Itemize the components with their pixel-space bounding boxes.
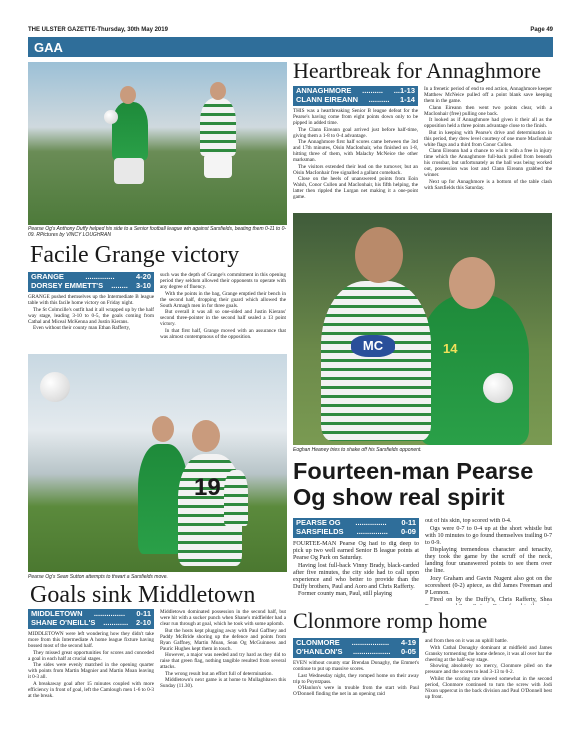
score-row: DORSEY EMMETT'S ........ 3-10 — [31, 280, 151, 290]
score-row: MIDDLETOWN ............... 0-11 — [31, 609, 151, 618]
score-row: ANNAGHMORE .......... ...1-13 — [296, 86, 415, 95]
player-figure — [200, 98, 236, 156]
clonmore-headline: Clonmore romp home — [293, 608, 488, 633]
score-row: O'HANLON'S .................. 0-05 — [296, 646, 416, 656]
score-row: SHANE O'NEILL'S ............ 2-10 — [31, 617, 151, 627]
player-head — [355, 227, 403, 283]
football — [40, 372, 70, 402]
middletown-column-2: Middletown dominated possession in the second half, but were hit with a sucker punch when Shane's midfielder had a clear run through at goal, which he took with some aplomb. But the hosts kept plugging away with Paul Gaffney and Paddy McBride shoring up the defence and points from Ryan Gaffney, Martin Moan, Sean Og McGuinness and Pauric Hughes kept them in touch. However, a major was needed and try hard as they did to raise that green flag, nothing tangible resulted from several attacks. The wrong result but an effort full of determination. Middletown's next game is at home to Mullaghbawn this Sunday (11.30). — [160, 609, 286, 689]
annaghmore-column-2: In a frenetic period of end to end action, Annaghmore keeper Matthew McNeice pulled off a point blank save keeping them in the game. Clann Eireann then went two points clear, with a MacIonhair (free) pulling one back. It looked as if Annaghmore had given it their all as the opposition held a three points advantage close to the finish. But in keeping with Pearse's drive and determination in this period, they drew level courtesy of one more MacIonhair white flags and a third from Conor Cullen. Clann Eireann had a chance to win it with a free in injury time which the Annaghmore full-back pulled from beneath his crossbar, but unfortunately as the ball was being worked out, possession was lost and Clann Eireann grabbed the winner. Next up for Annaghmore is a bottom of the table clash with Sarsfields this Saturday. — [424, 86, 552, 191]
player-shorts — [114, 158, 144, 184]
clonmore-scoreline — [293, 638, 419, 658]
photo-sutton — [28, 354, 287, 572]
grange-scoreline — [28, 272, 154, 292]
player-figure — [224, 470, 248, 526]
photo-duffy — [28, 62, 287, 225]
middletown-column-1: MIDDLETOWN were left wondering how they didn't take more from this Intermediate A home league fixture having bossed most of the second half. They missed great opportunities for scores and conceded a goal in each half at crucial stages. The sides were evenly matched in the opening quarter with points from Martin Magnier and Martin Moan leaving it 0-3 all. A breakaway goal after 15 minutes coupled with more efficiency in front of goal, left the Camlough men 1-6 to 0-3 at the break. — [28, 631, 154, 699]
football — [483, 373, 513, 403]
grange-headline: Facile Grange victory — [30, 242, 240, 268]
paper-title: THE ULSTER GAZETTE-Thursday, 30th May 2019 — [28, 27, 168, 33]
clonmore-column-2: and from then on it was an uphill battle. With Cathal Donaghy dominant at midfield and James Gransky tormenting the home defence, it was all over bar the cheering at the half-way stage. Showing absolutely no mercy, Clonmore piled on the pressure and the scores to lead 3-13 to 0-2. Whilst the scoring rate slowed somewhat in the second period, Clonmore continued to turn the screw with Jodi Nixon uppercut in the back division and Paul O'Donnell best up front. — [425, 638, 552, 700]
section-title: GAA — [34, 40, 63, 55]
clonmore-column-1: EVEN without county star Brendan Donaghy, the Emmet's continue to put up massive scores. Last Wednesday night, they romped home on their away trip to Poyntzpass. O'Hanlon's were in trouble from the start with Paul O'Donnell finding the net in an opening raid — [293, 660, 419, 697]
player-head — [120, 86, 136, 104]
player-figure — [419, 295, 529, 445]
photo-caption: Eoghan Heaney tries to shake off his Sarsfields opponent. — [293, 447, 422, 453]
player-figure — [112, 102, 148, 160]
sponsor-logo: MC — [351, 335, 395, 357]
section-bar — [28, 37, 553, 57]
middletown-scoreline — [28, 609, 154, 629]
middletown-headline: Goals sink Middletown — [30, 582, 256, 608]
page-number: Page 49 — [530, 27, 553, 33]
score-row: SARSFIELDS ............... 0-09 — [296, 526, 416, 536]
pearse-headline: Fourteen-man Pearse Og show real spirit — [293, 458, 534, 510]
annaghmore-column-1: THIS was a heartbreaking Senior B league defeat for the Pearse's having come from eight points down only to be pipped in added time. The Clann Eireann goal arrived just before half-time, giving them a 1-8 to 0-4 advantage. The Annaghmore first half scores came between the 3rd and 17th minutes, Oisin MacIonhair, who finished on 1-8, hitting three of them, with Malachy McNeice the other marksman. The visitors extended their lead on the turnover, but an Oisin MacIonhair free signalled a gallant comeback. Close on the heels of unanswered points from Eoin Walsh, Conor Cullen and MacIonhair, his fifth helping, the latter then rippled the Lurgan net making it a one-point game. — [293, 108, 418, 200]
score-row: CLONMORE .................. 4-19 — [296, 638, 416, 647]
photo-caption: Pearse Og's Sean Sutton attempts to thwart a Sarsfields move. — [28, 574, 168, 580]
football — [104, 110, 118, 124]
grange-column-1: GRANGE pushed themselves up the Intermediate B league table with this facile home victory on Friday night. The St Colmcille's outfit had it all wrapped up by the half way stage, leading 3-10 to 0-5, the goals coming from Cathal and Miceal McKenna and Justin Kierans. Even without their county man Ethan Rafferty, — [28, 294, 154, 331]
player-head — [449, 257, 495, 309]
pearse-column-2: out of his skin, top scored with 0-4. Ogs were 0-7 to 0-4 up at the short whistle but with 10 minutes to go found themselves trailing 0-7 to 0-9. Displaying tremendous character and tenacity, they took the game by the scruff of the neck, landing four unanswered points to see them over the line. Jozy Graham and Gavin Nugent also got on the scoresheet (0-2) apiece, as did James Freeman and P Lennon. Fired on by the Duffy's, Chris Rafferty, Shea — [425, 518, 552, 603]
player-shorts — [204, 154, 232, 178]
player-head — [210, 82, 226, 100]
photo-caption: Pearse Og's Anthony Duffy helped his side to a Senior football league win against Sarsfields, beating them 0-11 to 0-09. RPictures by VINCY LOUGHRAN — [28, 226, 287, 238]
pearse-column-1: FOURTEE-MAN Pearse Og had to dig deep to pick up two well earned Senior B league points at Pearse Og Park on Saturday. Having lost full-back Vinny Brady, black-carded after five minutes, the city side had to call upon experience and who better to provide than the Duffy brothers, Paul and Aoro and Chris Rafferty. Former county man, Paul, still playing — [293, 541, 419, 597]
grange-column-2: such was the depth of Grange's commitment in this opening period they seldom allowed their opponents to operate with any degree of fluency. With the points in the bag, Grange emptied their bench in the second half, dropping their guard which allowed the South Armagh men in for three goals. But overall it was all so one-sided and Justin Kierans' second three-pointer in the second half sealed a 13 point victory. In that first half, Grange moved with an assurance that was almost contemptuous of the opposition. — [160, 272, 286, 340]
score-row: PEARSE OG ............... 0-11 — [296, 518, 416, 527]
jersey-number: 14 — [443, 341, 458, 356]
pearse-scoreline — [293, 518, 419, 538]
player-head — [152, 416, 174, 442]
page-header — [28, 27, 553, 37]
score-row: GRANGE .............. 4-20 — [31, 272, 151, 281]
photo-heaney — [293, 213, 552, 445]
annaghmore-scoreline — [293, 86, 418, 106]
player-head — [192, 420, 220, 452]
score-row: CLANN EIREANN .......... 1-14 — [296, 94, 415, 104]
annaghmore-headline: Heartbreak for Annaghmore — [293, 58, 542, 83]
player-figure — [321, 281, 431, 441]
jersey-number: 19 — [194, 474, 221, 501]
